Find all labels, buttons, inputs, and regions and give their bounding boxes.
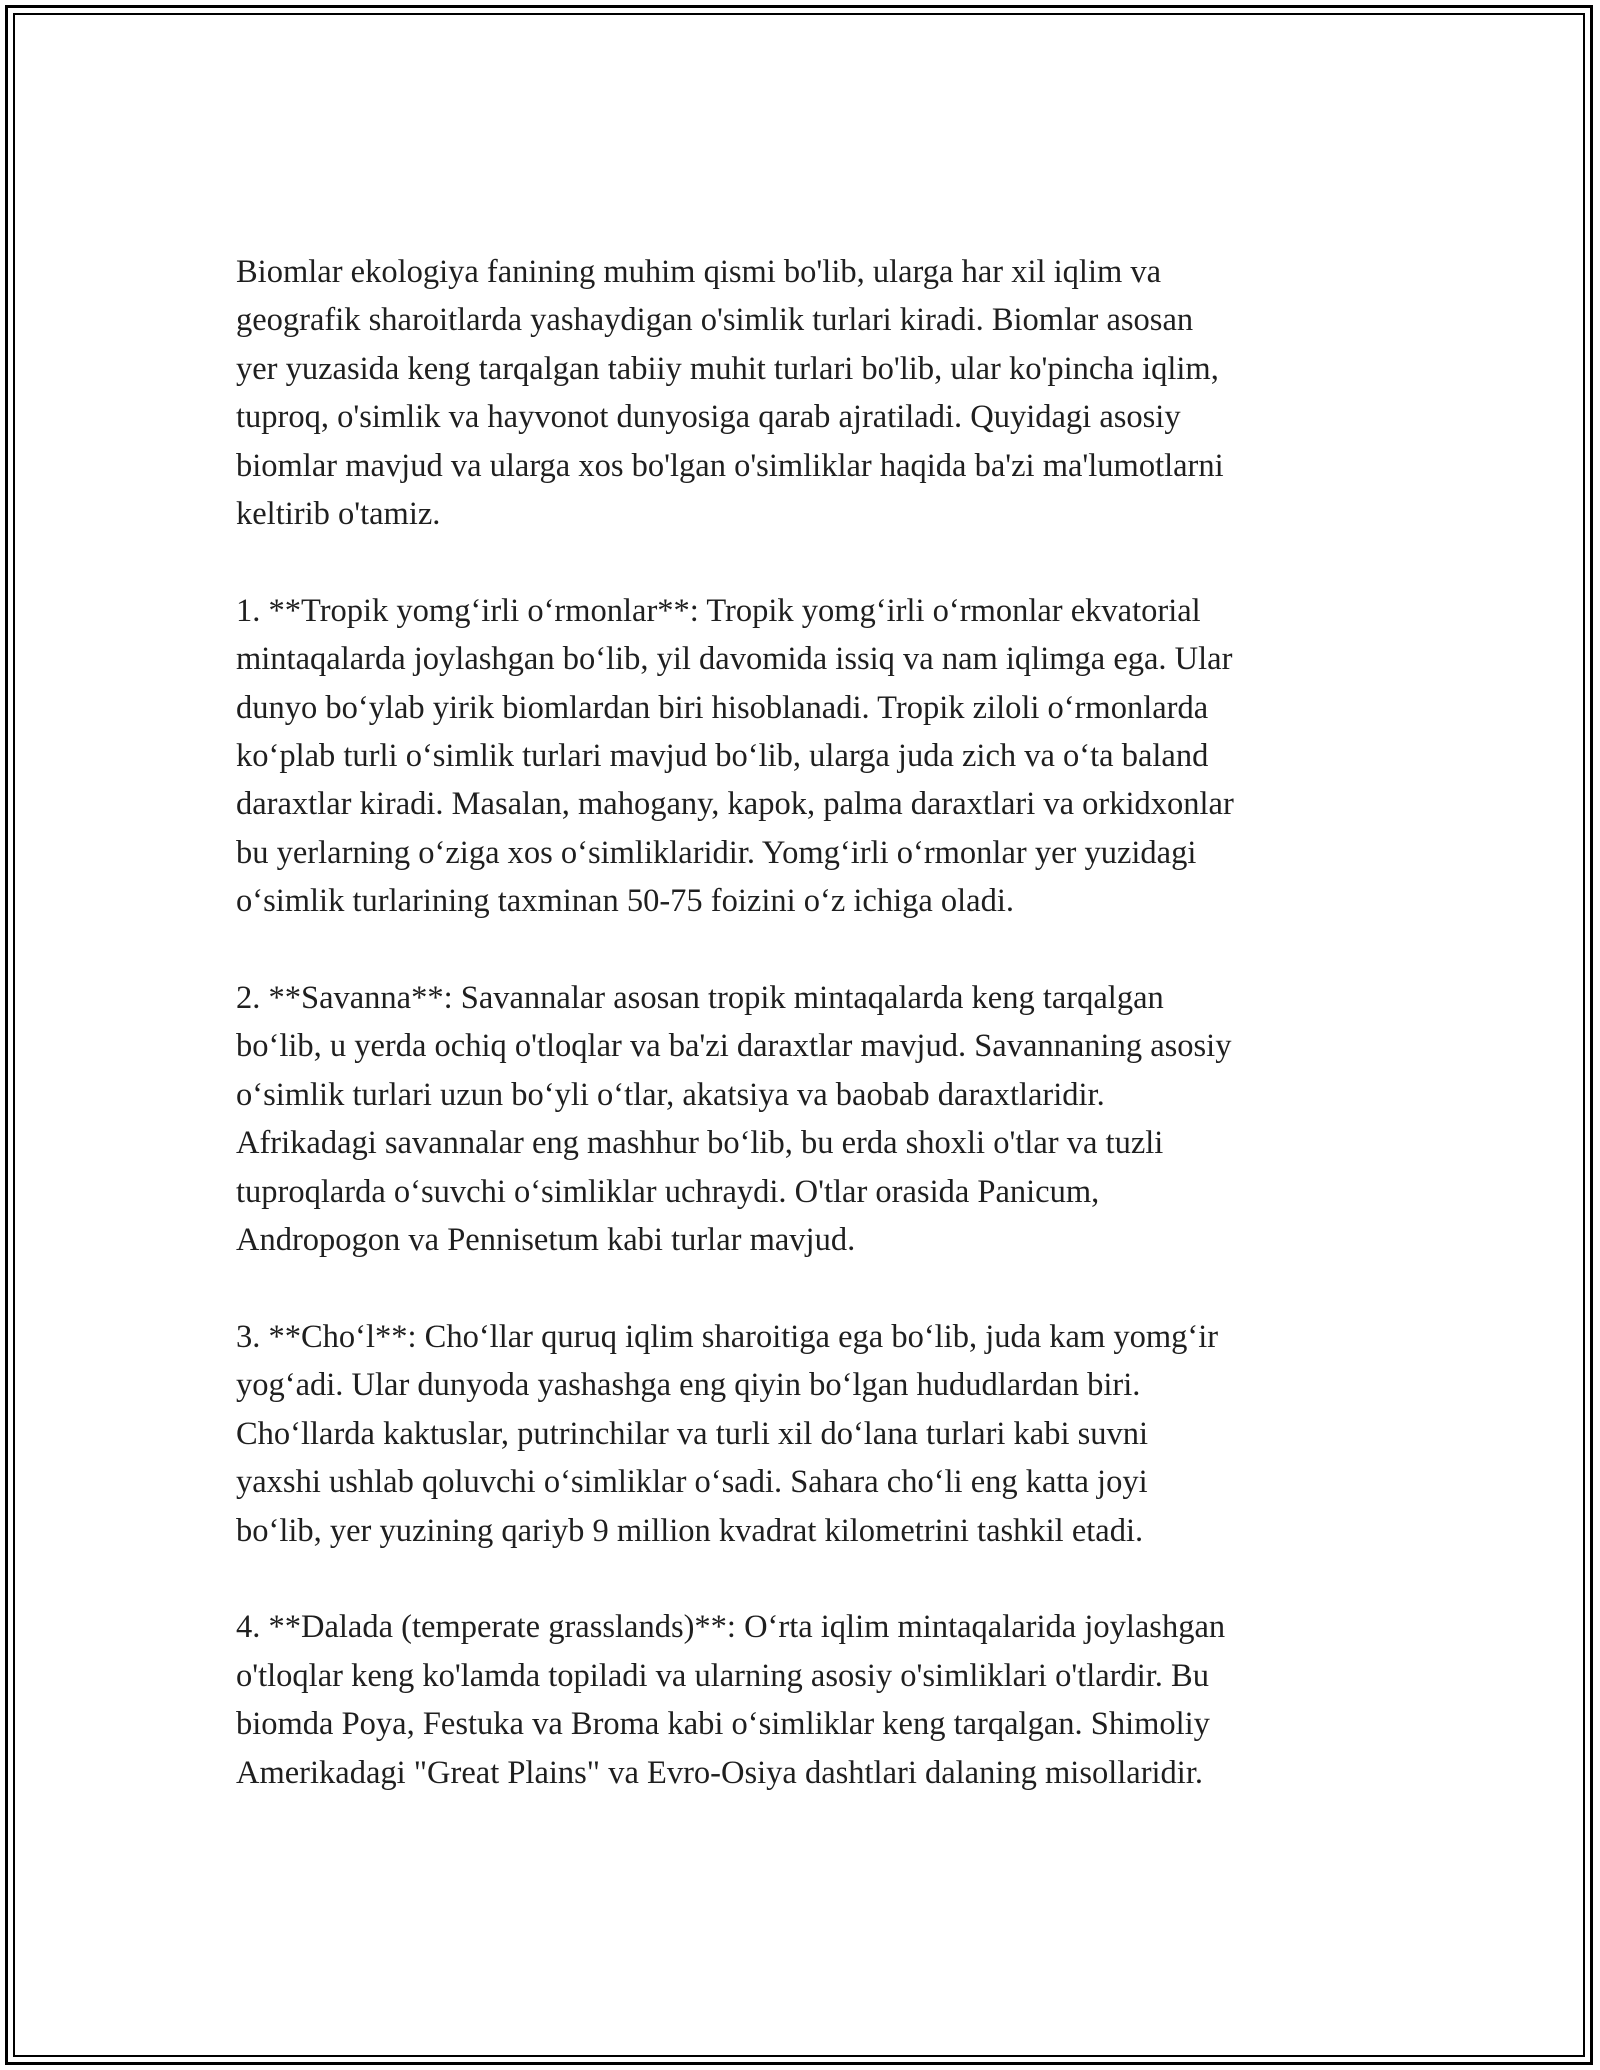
document-body — [236, 248, 1376, 1797]
desert-paragraph: 3. **Cho‘l**: Cho‘llar quruq iqlim sharoitiga ega bo‘lib, juda kam yomg‘ir yog‘adi. Ular dunyoda yashashga eng qiyin bo‘lgan hududlardan biri. Cho‘llarda kaktuslar, putrinchilar va turli xil do‘lana turlari kabi suvni yaxshi ushlab qoluvchi o‘simliklar o‘sadi. Sahara cho‘li eng katta joyi bo‘lib, yer yuzining qariyb 9 million kvadrat kilometrini tashkil etadi. — [236, 1318, 1219, 1549]
savanna-paragraph: 2. **Savanna**: Savannalar asosan tropik mintaqalarda keng tarqalgan bo‘lib, u yerda ochiq o'tloqlar va ba'zi daraxtlar mavjud. Savannaning asosiy o‘simlik turlari uzun bo‘yli o‘tlar, akatsiya va baobab daraxtlaridir. Afrikadagi savannalar eng mashhur bo‘lib, bu erda shoxli o'tlar va tuzli tuproqlarda o‘suvchi o‘simliklar uchraydi. O'tlar orasida Panicum, Andropogon va Pennisetum kabi turlar mavjud. — [236, 980, 1232, 1259]
grasslands-paragraph: 4. **Dalada (temperate grasslands)**: O‘rta iqlim mintaqalarida joylashgan o'tloqlar keng ko'lamda topiladi va ularning asosiy o'simliklari o'tlardir. Bu biomda Poya, Festuka va Broma kabi o‘simliklar keng tarqalgan. Shimoliy Amerikadagi "Great Plains" va Evro-Osiya dashtlari dalaning misollaridir. — [236, 1609, 1226, 1791]
tropical-rainforest-paragraph: 1. **Tropik yomg‘irli o‘rmonlar**: Tropik yomg‘irli o‘rmonlar ekvatorial mintaqalarda joylashgan bo‘lib, yil davomida issiq va nam iqlimga ega. Ular dunyo bo‘ylab yirik biomlardan biri hisoblanadi. Tropik ziloli o‘rmonlarda ko‘plab turli o‘simlik turlari mavjud bo‘lib, ularga juda zich va o‘ta baland daraxtlar kiradi. Masalan, mahogany, kapok, palma daraxtlari va orkidxonlar bu yerlarning o‘ziga xos o‘simliklaridir. Yomg‘irli o‘rmonlar yer yuzidagi o‘simlik turlarining taxminan 50-75 foizini o‘z ichiga oladi. — [236, 592, 1234, 920]
intro-paragraph: Biomlar ekologiya fanining muhim qismi bo'lib, ularga har xil iqlim va geografik sharoitlarda yashaydigan o'simlik turlari kiradi. Biomlar asosan yer yuzasida keng tarqalgan tabiiy muhit turlari bo'lib, ular ko'pincha iqlim, tuproq, o'simlik va hayvonot dunyosiga qarab ajratiladi. Quyidagi asosiy biomlar mavjud va ularga xos bo'lgan o'simliklar haqida ba'zi ma'lumotlarni keltirib o'tamiz. — [236, 254, 1224, 533]
